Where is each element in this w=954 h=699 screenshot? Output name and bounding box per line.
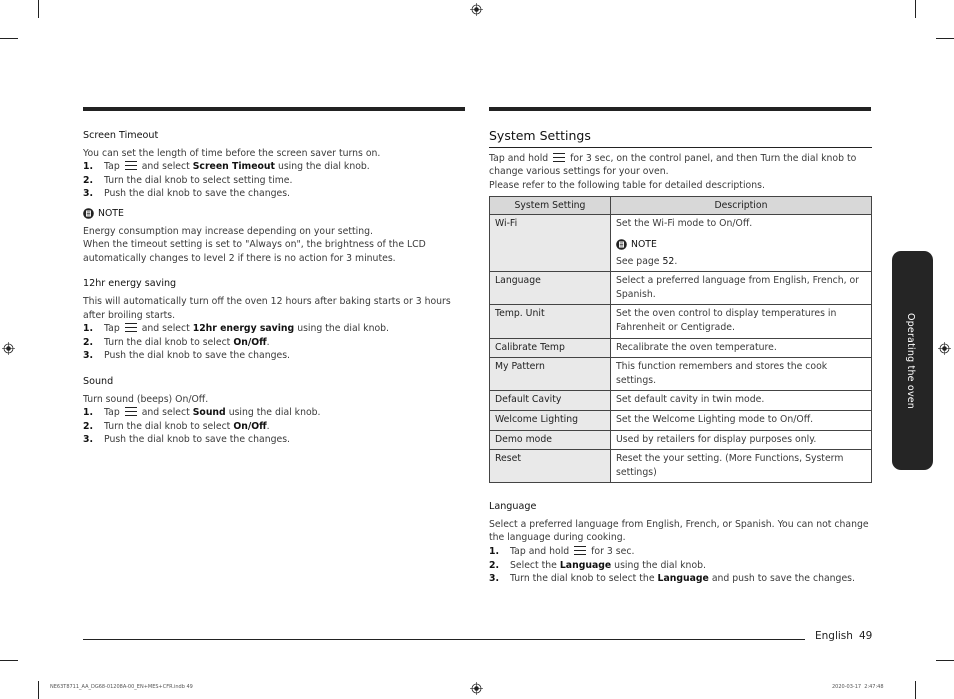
system-settings-table bbox=[489, 196, 872, 483]
table-row bbox=[490, 391, 872, 411]
note-text: When the timeout setting is set to "Always on", the brightness of the LCD bbox=[83, 239, 426, 251]
setting-description: Recalibrate the oven temperature. bbox=[611, 338, 872, 358]
setting-description: Set the oven control to display temperatures in Fahrenheit or Centigrade. bbox=[611, 305, 872, 338]
section-side-tab bbox=[892, 251, 933, 470]
menu-icon bbox=[574, 546, 586, 555]
list-item: 2. Turn the dial knob to select setting time. bbox=[83, 174, 293, 186]
list-item: 1. Tap and hold for 3 sec. bbox=[489, 546, 635, 558]
energy-intro: This will automatically turn off the oven 12 hours after baking starts or 3 hours bbox=[83, 295, 451, 307]
system-intro: change various settings for your oven. bbox=[489, 166, 669, 178]
registration-mark-icon bbox=[2, 342, 15, 355]
note-text: automatically changes to level 2 if there is no action for 3 minutes. bbox=[83, 252, 396, 264]
crop-mark bbox=[38, 681, 39, 699]
menu-icon bbox=[125, 323, 137, 332]
list-item: 1. Tap and select Sound using the dial knob. bbox=[83, 407, 321, 419]
note-label: NOTE bbox=[83, 207, 465, 221]
language-heading: Language bbox=[489, 501, 537, 513]
language-steps bbox=[489, 545, 872, 586]
setting-name: Default Cavity bbox=[490, 391, 611, 411]
left-column bbox=[83, 129, 465, 447]
setting-name: My Pattern bbox=[490, 358, 611, 391]
setting-name: Welcome Lighting bbox=[490, 410, 611, 430]
table-header: System Setting bbox=[490, 197, 611, 215]
setting-description: Select a preferred language from English, French, or Spanish. bbox=[611, 272, 872, 305]
list-item: 1. Tap and select Screen Timeout using the dial knob. bbox=[83, 161, 370, 173]
energy-saving-heading: 12hr energy saving bbox=[83, 278, 177, 290]
registration-mark-icon bbox=[938, 342, 951, 355]
crop-mark bbox=[915, 0, 916, 18]
setting-description: This function remembers and stores the cook settings. bbox=[611, 358, 872, 391]
table-row bbox=[490, 410, 872, 430]
screen-timeout-intro: You can set the length of time before the screen saver turns on. bbox=[83, 147, 381, 159]
table-row bbox=[490, 215, 872, 272]
menu-icon bbox=[125, 161, 137, 170]
note-label: NOTE bbox=[616, 238, 866, 252]
language-intro: the language during cooking. bbox=[489, 532, 626, 544]
screen-timeout-heading: Screen Timeout bbox=[83, 130, 159, 141]
setting-description: Set the Welcome Lighting mode to On/Off. bbox=[611, 410, 872, 430]
note-icon bbox=[616, 239, 627, 250]
file-info: NE63T8711_AA_DG68-01208A-00_EN+MES+CFR.indb 49 bbox=[50, 684, 193, 690]
note-text: Energy consumption may increase depending on your setting. bbox=[83, 225, 373, 237]
table-header: Description bbox=[611, 197, 872, 215]
setting-name: Reset bbox=[490, 450, 611, 483]
section-divider bbox=[489, 147, 872, 148]
crop-mark bbox=[936, 660, 954, 661]
menu-icon bbox=[125, 407, 137, 416]
list-item: 2. Turn the dial knob to select On/Off. bbox=[83, 420, 270, 432]
energy-intro: after broiling starts. bbox=[83, 309, 176, 321]
list-item: 3. Turn the dial knob to select the Language and push to save the changes. bbox=[489, 573, 855, 585]
registration-mark-icon bbox=[470, 682, 483, 695]
table-row bbox=[490, 430, 872, 450]
system-settings-heading: System Settings bbox=[489, 128, 591, 143]
setting-name: Calibrate Temp bbox=[490, 338, 611, 358]
page-number: 49 bbox=[859, 630, 873, 642]
screen-timeout-steps bbox=[83, 160, 465, 201]
table-row bbox=[490, 305, 872, 338]
setting-description: Used by retailers for display purposes only. bbox=[611, 430, 872, 450]
sound-steps bbox=[83, 406, 465, 447]
print-timestamp: 2020-03-17 ￼ 2:47:48 bbox=[832, 684, 884, 690]
left-column-top-rule bbox=[83, 107, 465, 111]
menu-icon bbox=[553, 153, 565, 162]
note-icon bbox=[83, 208, 94, 219]
table-row bbox=[490, 358, 872, 391]
system-intro: Tap and hold for 3 sec, on the control panel, and then Turn the dial knob to bbox=[489, 152, 857, 164]
setting-description: Reset the your setting. (More Functions, Systerm settings) bbox=[611, 450, 872, 483]
system-intro: Please refer to the following table for detailed descriptions. bbox=[489, 179, 765, 191]
table-row bbox=[490, 272, 872, 305]
crop-mark bbox=[38, 0, 39, 18]
footer-language: English bbox=[815, 630, 853, 642]
list-item: 2. Turn the dial knob to select On/Off. bbox=[83, 336, 270, 348]
crop-mark bbox=[0, 38, 18, 39]
setting-description: Set the Wi-Fi mode to On/Off. NOTE See page 52. bbox=[611, 215, 872, 272]
list-item: 2. Select the Language using the dial knob. bbox=[489, 559, 706, 571]
sound-heading: Sound bbox=[83, 375, 114, 387]
footer-rule bbox=[83, 639, 805, 640]
right-column-top-rule bbox=[489, 107, 871, 111]
list-item: 3. Push the dial knob to save the changes. bbox=[83, 434, 291, 446]
right-column bbox=[489, 129, 872, 586]
sound-intro: Turn sound (beeps) On/Off. bbox=[83, 393, 209, 405]
registration-mark-icon bbox=[470, 3, 483, 16]
crop-mark bbox=[936, 38, 954, 39]
table-header-row bbox=[490, 197, 872, 215]
energy-steps bbox=[83, 322, 465, 363]
table-row bbox=[490, 338, 872, 358]
list-item: 3. Push the dial knob to save the changes. bbox=[83, 350, 291, 362]
language-intro: Select a preferred language from English, French, or Spanish. You can not change bbox=[489, 518, 869, 530]
table-row bbox=[490, 450, 872, 483]
crop-mark bbox=[0, 660, 18, 661]
crop-mark bbox=[915, 681, 916, 699]
list-item: 3. Push the dial knob to save the changes. bbox=[83, 188, 291, 200]
setting-name: Demo mode bbox=[490, 430, 611, 450]
setting-name: Temp. Unit bbox=[490, 305, 611, 338]
setting-name: Language bbox=[490, 272, 611, 305]
list-item: 1. Tap and select 12hr energy saving using the dial knob. bbox=[83, 323, 390, 335]
setting-name: Wi-Fi bbox=[490, 215, 611, 272]
setting-description: Set default cavity in twin mode. bbox=[611, 391, 872, 411]
side-tab-label: Operating the oven bbox=[905, 313, 916, 410]
